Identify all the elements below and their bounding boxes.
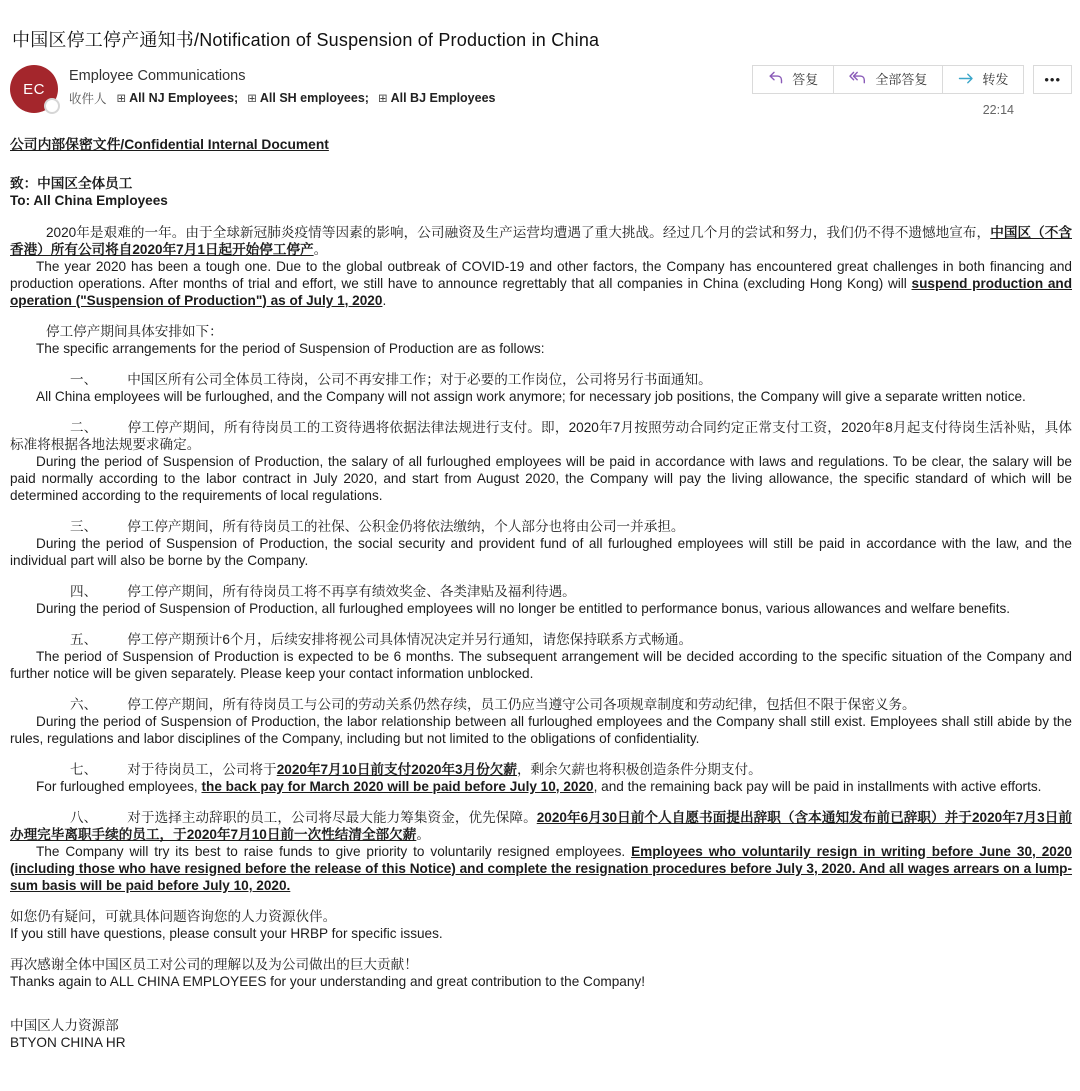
notice-item-1 bbox=[10, 371, 1072, 405]
item-number: 七、 bbox=[70, 761, 98, 777]
intro-block bbox=[10, 224, 1072, 309]
reply-button[interactable]: 答复 bbox=[752, 65, 834, 94]
item-number: 一、 bbox=[70, 371, 98, 387]
reply-all-button[interactable]: 全部答复 bbox=[834, 65, 943, 94]
email-header bbox=[10, 65, 1072, 117]
presence-indicator-icon bbox=[44, 98, 60, 114]
item-number: 三、 bbox=[70, 518, 98, 534]
questions-en: If you still have questions, please consult your HRBP for specific issues. bbox=[10, 925, 443, 941]
questions-zh: 如您仍有疑问，可就具体问题咨询您的人力资源伙伴。 bbox=[10, 908, 337, 924]
item-number: 二、 bbox=[70, 419, 98, 435]
reply-icon bbox=[768, 71, 784, 88]
item-2-zh: 二、 停工停产期间，所有待岗员工的工资待遇将依据法律法规进行支付。即，2020年7月按照劳动合同约定正常支付工资，2020年8月起支付待岗生活补贴，具体标准将根据各地法规要求确定。 bbox=[10, 419, 1073, 452]
item-number: 五、 bbox=[70, 631, 98, 647]
notice-item-7 bbox=[10, 761, 1072, 795]
intro-paragraph-en: The year 2020 has been a tough one. Due to the global outbreak of COVID-19 and other factors, the Company has encountered great challenges in both financing and production operations. After months of trial and effort, we still have to announce regrettably that all companies in China (excluding Hong Kong) will suspend production and operation ("Suspension of Production") as of July 1, 2020. bbox=[10, 258, 1073, 308]
forward-icon bbox=[958, 72, 974, 88]
to-label: 收件人 bbox=[69, 92, 107, 106]
item-1-en: All China employees will be furloughed, and the Company will not assign work anymore; for necessary job positions, the Company will give a separate written notice. bbox=[36, 388, 1026, 404]
notice-item-4 bbox=[10, 583, 1072, 617]
reply-all-icon bbox=[849, 71, 867, 88]
item-8-en: The Company will try its best to raise funds to give priority to voluntarily resigned employees. Employees who voluntarily resign in writing before June 30, 2020 (including those who have resigned before the release of this Notice) and complete the resignation procedures before July 3, 2020. And all wages arrears on a lump-sum basis will be paid before July 10, 2020. bbox=[10, 843, 1072, 893]
expand-plus-icon: ⊞ bbox=[377, 93, 388, 105]
email-subject: 中国区停工停产通知书/Notification of Suspension of Production in China bbox=[12, 30, 600, 50]
arrangements-heading bbox=[10, 323, 1072, 357]
thanks-block bbox=[10, 956, 1072, 990]
item-number: 四、 bbox=[70, 583, 98, 599]
questions-block bbox=[10, 908, 1072, 942]
item-5-en: The period of Suspension of Production is expected to be 6 months. The subsequent arrangement will be decided according to the specific situation of the Company and further notice will be given separately. Please keep your contact information unblocked. bbox=[10, 648, 1072, 681]
expand-plus-icon: ⊞ bbox=[247, 93, 257, 105]
arrangements-en: The specific arrangements for the period of Suspension of Production are as follows: bbox=[36, 340, 545, 356]
item-5-zh: 五、 停工停产期预计6个月，后续安排将视公司具体情况决定并另行通知，请您保持联系方式畅通。 bbox=[70, 631, 693, 647]
forward-button[interactable]: 转发 bbox=[943, 65, 1024, 94]
thanks-zh: 再次感谢全体中国区员工对公司的理解以及为公司做出的巨大贡献！ bbox=[10, 956, 418, 972]
message-timestamp: 22:14 bbox=[982, 102, 1014, 117]
signature-en: BTYON CHINA HR bbox=[10, 1034, 126, 1050]
item-4-en: During the period of Suspension of Production, all furloughed employees will no longer be entitled to performance bonus, various allowances and welfare benefits. bbox=[36, 600, 1011, 616]
intro-paragraph-zh: 2020年是艰难的一年。由于全球新冠肺炎疫情等因素的影响，公司融资及生产运营均遭遇了重大挑战。经过几个月的尝试和努力，我们仍不得不遗憾地宣布，中国区（不含香港）所有公司将自2020年7月1日起开始停工停产。 bbox=[10, 224, 1072, 257]
item-3-en: During the period of Suspension of Production, the social security and provident fund of all furloughed employees will still be paid in accordance with the law, and the individual part will also be borne by the Company. bbox=[10, 535, 1072, 568]
message-toolbar bbox=[752, 65, 1072, 117]
item-number: 六、 bbox=[70, 696, 98, 712]
thanks-en: Thanks again to ALL CHINA EMPLOYEES for your understanding and great contribution to the Company! bbox=[10, 973, 645, 989]
arrangements-zh: 停工停产期间具体安排如下： bbox=[46, 323, 223, 339]
message-body bbox=[10, 136, 1072, 1051]
item-number: 八、 bbox=[70, 809, 98, 825]
item-3-zh: 三、 停工停产期间，所有待岗员工的社保、公积金仍将依法缴纳，个人部分也将由公司一并承担。 bbox=[70, 518, 685, 534]
confidential-heading: 公司内部保密文件/Confidential Internal Document bbox=[10, 136, 329, 152]
sender-initials: EC bbox=[23, 80, 45, 98]
signature-zh: 中国区人力资源部 bbox=[10, 1017, 119, 1033]
recipient-group-nj[interactable]: ⊞ All NJ Employees; bbox=[116, 91, 239, 105]
sender-block bbox=[69, 65, 752, 107]
item-4-zh: 四、 停工停产期间，所有待岗员工将不再享有绩效奖金、各类津贴及福利待遇。 bbox=[70, 583, 576, 599]
recipients-row bbox=[69, 89, 752, 107]
ellipsis-icon: ••• bbox=[1044, 71, 1061, 87]
recipient-group-sh[interactable]: ⊞ All SH employees; bbox=[247, 91, 369, 105]
recipient-group-bj[interactable]: ⊞ All BJ Employees bbox=[377, 91, 496, 105]
salutation-block bbox=[10, 175, 1072, 209]
item-6-en: During the period of Suspension of Production, the labor relationship between all furloughed employees and the Company shall still exist. Employees shall still abide by the rules, regulations and labor disciplines of the Company, including but not limited to the obligations of confidentiality. bbox=[10, 713, 1072, 746]
item-7-zh: 七、 对于待岗员工，公司将于2020年7月10日前支付2020年3月份欠薪，剩余欠薪也将积极创造条件分期支付。 bbox=[70, 761, 762, 777]
reply-button-group bbox=[752, 65, 1024, 94]
notice-item-6 bbox=[10, 696, 1072, 747]
item-1-zh: 一、 中国区所有公司全体员工待岗，公司不再安排工作；对于必要的工作岗位，公司将另行书面通知。 bbox=[70, 371, 712, 387]
expand-plus-icon: ⊞ bbox=[116, 93, 127, 105]
item-6-zh: 六、 停工停产期间，所有待岗员工与公司的劳动关系仍然存续，员工仍应当遵守公司各项规章制度和劳动纪律，包括但不限于保密义务。 bbox=[70, 696, 916, 712]
notice-item-2 bbox=[10, 419, 1072, 504]
item-7-en: For furloughed employees, the back pay for March 2020 will be paid before July 10, 2020, and the remaining back pay will be paid in installments with active efforts. bbox=[36, 778, 1042, 794]
salutation-zh: 致：中国区全体员工 bbox=[10, 175, 133, 191]
notice-item-5 bbox=[10, 631, 1072, 682]
item-8-zh: 八、 对于选择主动辞职的员工，公司将尽最大能力筹集资金，优先保障。2020年6月30日前个人自愿书面提出辞职（含本通知发布前已辞职）并于2020年7月3日前办理完毕离职手续的员工，于2020年7月10日前一次性结清全部欠薪。 bbox=[10, 809, 1073, 842]
salutation-en: To: All China Employees bbox=[10, 192, 168, 208]
sender-name[interactable]: Employee Communications bbox=[69, 68, 246, 84]
more-actions-button[interactable] bbox=[1033, 65, 1072, 94]
item-2-en: During the period of Suspension of Production, the salary of all furloughed employees will be paid in accordance with laws and regulations. To be clear, the salary will be paid normally according to the labor contract in July 2020, and start from August 2020, the Company will pay the living allowance, the specific standard of which will be determined according to the requirements of local regulations. bbox=[10, 453, 1072, 503]
signature-block bbox=[10, 1017, 1072, 1051]
notice-item-3 bbox=[10, 518, 1072, 569]
notice-item-8 bbox=[10, 809, 1072, 894]
sender-avatar[interactable] bbox=[10, 65, 58, 113]
